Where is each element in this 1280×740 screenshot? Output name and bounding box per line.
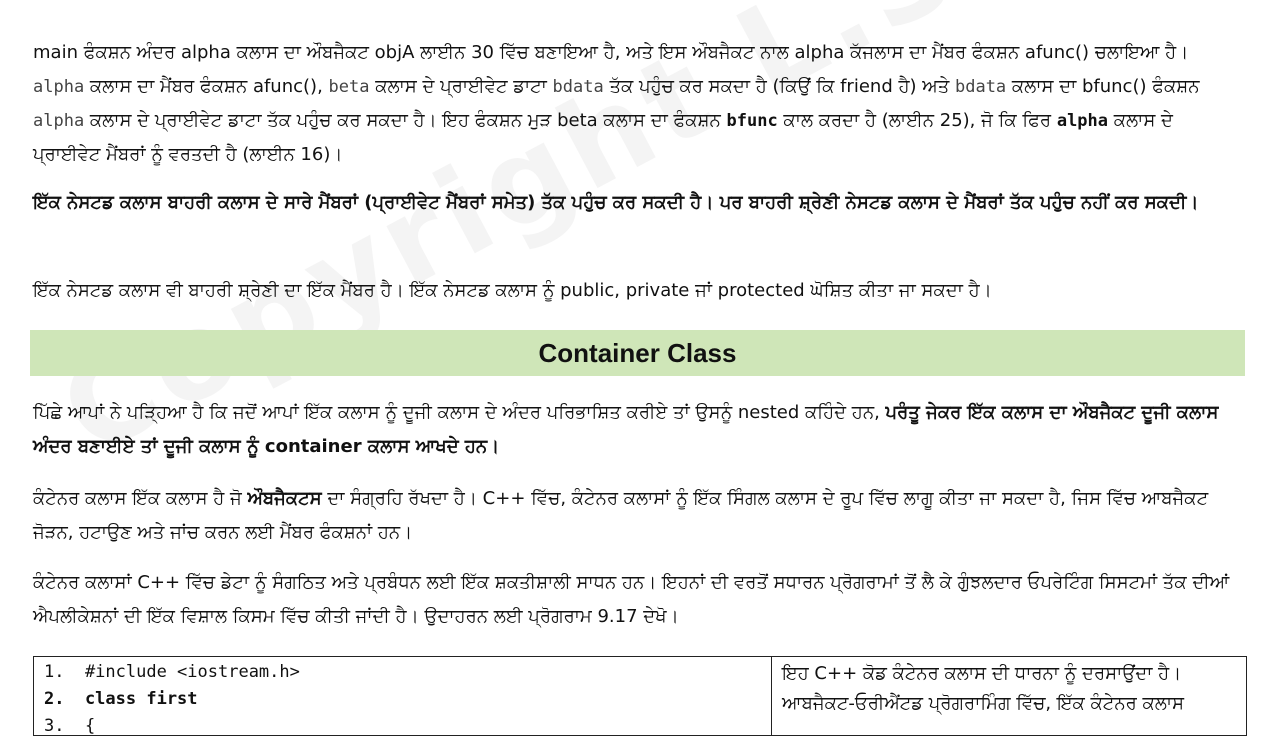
text-run: ਕਲਾਸ ਦੇ ਪ੍ਰਾਈਵੇਟ ਡਾਟਾ ਤੱਕ ਪਹੁੰਚ ਕਰ ਸਕਦਾ ਹੈ। ਇਹ ਫੰਕਸ਼ਨ ਮੁੜ beta ਕਲਾਸ ਦਾ ਫੰਕਸ਼ਨ: [84, 110, 727, 131]
paragraph-nested-access: ਇੱਕ ਨੇਸਟਡ ਕਲਾਸ ਬਾਹਰੀ ਕਲਾਸ ਦੇ ਸਾਰੇ ਮੈਂਬਰਾਂ (ਪ੍ਰਾਈਵੇਟ ਮੈਂਬਰਾਂ ਸਮੇਤ) ਤੱਕ ਪਹੁੰਚ ਕਰ ਸਕਦੀ ਹੈ। ਪਰ ਬਾਹਰੀ ਸ਼੍ਰੇਣੀ ਨੇਸਟਡ ਕਲਾਸ ਦੇ ਮੈਂਬਰਾਂ ਤੱਕ ਪਹੁੰਚ ਨਹੀਂ ਕਰ ਸਕਦੀ।: [33, 192, 1199, 213]
text-run: ਕੰਟੇਨਰ ਕਲਾਸ ਇੱਕ ਕਲਾਸ ਹੈ ਜੋ: [33, 488, 248, 509]
text-run: ਕਲਾਸ ਦੇ ਪ੍ਰਾਈਵੇਟ ਡਾਟਾ: [369, 76, 553, 97]
bold-text-run: ਔਬਜੈਕਟਸ: [247, 488, 322, 509]
paragraph-container-usage: ਕੰਟੇਨਰ ਕਲਾਸਾਂ C++ ਵਿੱਚ ਡੇਟਾ ਨੂੰ ਸੰਗਠਿਤ ਅਤੇ ਪ੍ਰਬੰਧਨ ਲਈ ਇੱਕ ਸ਼ਕਤੀਸ਼ਾਲੀ ਸਾਧਨ ਹਨ। ਇਹਨਾਂ ਦੀ ਵਰਤੋਂ ਸਧਾਰਨ ਪ੍ਰੋਗਰਾਮਾਂ ਤੋਂ ਲੈ ਕੇ ਗੁੰਝਲਦਾਰ ਓਪਰੇਟਿੰਗ ਸਿਸਟਮਾਂ ਤੱਕ ਦੀਆਂ ਐਪਲੀਕੇਸ਼ਨਾਂ ਦੀ ਇੱਕ ਵਿਸ਼ਾਲ ਕਿਸਮ ਵਿੱਚ ਕੀਤੀ ਜਾਂਦੀ ਹੈ। ਉਦਾਹਰਨ ਲਈ ਪ੍ਰੋਗਰਾਮ 9.17 ਦੇਖੋ।: [33, 572, 1230, 627]
section-title: Container Class: [538, 337, 737, 368]
code-line: 2. class first: [44, 689, 198, 709]
bold-text-run: ਪਰੰਤੂ ਜੇਕਰ ਇੱਕ ਕਲਾਸ ਦਾ ਔਬਜੈਕਟ ਦੂਜੀ ਕਲਾਸ ਅੰਦਰ ਬਣਾਈਏ ਤਾਂ ਦੂਜੀ ਕਲਾਸ ਨੂੰ container ਕਲਾਸ ਆਖਦੇ ਹਨ।: [33, 402, 1219, 457]
code-term: alpha: [33, 111, 85, 131]
code-term: beta: [328, 77, 370, 97]
paragraph-friend-functions: [33, 36, 1245, 172]
code-term: bdata: [552, 77, 604, 97]
paragraph-nested-member: ਇੱਕ ਨੇਸਟਡ ਕਲਾਸ ਵੀ ਬਾਹਰੀ ਸ਼੍ਰੇਣੀ ਦਾ ਇੱਕ ਮੈਂਬਰ ਹੈ। ਇੱਕ ਨੇਸਟਡ ਕਲਾਸ ਨੂੰ public, private ਜਾਂ protected ਘੋਸ਼ਿਤ ਕੀਤਾ ਜਾ ਸਕਦਾ ਹੈ।: [33, 280, 992, 301]
code-term: alpha: [33, 77, 85, 97]
text-run: ਕਲਾਸ ਦਾ bfunc() ਫੰਕਸ਼ਨ: [1006, 76, 1200, 97]
paragraph-container-description: [33, 482, 1245, 550]
code-term: bdata: [954, 77, 1007, 97]
paragraph-container-definition: [33, 396, 1245, 464]
text-run: main ਫੰਕਸ਼ਨ ਅੰਦਰ alpha ਕਲਾਸ ਦਾ ਔਬਜੈਕਟ objA ਲਾਈਨ 30 ਵਿੱਚ ਬਣਾਇਆ ਹੈ, ਅਤੇ ਇਸ ਔਬਜੈਕਟ ਨਾਲ alpha ਕੱਜਲਾਸ ਦਾ ਮੈਂਬਰ ਫੰਕਸ਼ਨ afunc() ਚਲਾਇਆ ਹੈ।: [33, 42, 1189, 63]
text-run: ਤੱਕ ਪਹੁੰਚ ਕਰ ਸਕਦਾ ਹੈ (ਕਿਉਂ ਕਿ friend ਹੈ) ਅਤੇ: [603, 76, 955, 97]
code-term: bfunc: [726, 111, 778, 131]
code-line: 1. #include <iostream.h>: [44, 662, 300, 682]
text-run: ਪਿੱਛੇ ਆਪਾਂ ਨੇ ਪੜ੍ਹਿਆ ਹੈ ਕਿ ਜਦੋਂ ਆਪਾਂ ਇੱਕ ਕਲਾਸ ਨੂੰ ਦੂਜੀ ਕਲਾਸ ਦੇ ਅੰਦਰ ਪਰਿਭਾਸ਼ਿਤ ਕਰੀਏ ਤਾਂ ਉਸਨੂੰ nested ਕਹਿੰਦੇ ਹਨ,: [33, 402, 886, 423]
code-listing: [34, 657, 772, 735]
text-run: ਦਾ ਸੰਗ੍ਰਹਿ ਰੱਖਦਾ ਹੈ। C++ ਵਿੱਚ, ਕੰਟੇਨਰ ਕਲਾਸਾਂ ਨੂੰ ਇੱਕ ਸਿੰਗਲ ਕਲਾਸ ਦੇ ਰੂਪ ਵਿੱਚ ਲਾਗੂ ਕੀਤਾ ਜਾ ਸਕਦਾ ਹੈ, ਜਿਸ ਵਿੱਚ ਆਬਜੈਕਟ ਜੋੜਨ, ਹਟਾਉਣ ਅਤੇ ਜਾਂਚ ਕਰਨ ਲਈ ਮੈਂਬਰ ਫੰਕਸ਼ਨਾਂ ਹਨ।: [33, 488, 1209, 543]
section-header: [30, 330, 1245, 376]
code-line: 3. {: [44, 716, 96, 736]
text-run: ਕਾਲ ਕਰਦਾ ਹੈ (ਲਾਈਨ 25), ਜੋ ਕਿ ਫਿਰ: [777, 110, 1057, 131]
code-explanation: ਇਹ C++ ਕੋਡ ਕੰਟੇਨਰ ਕਲਾਸ ਦੀ ਧਾਰਨਾ ਨੂੰ ਦਰਸਾਉਂਦਾ ਹੈ। ਆਬਜੈਕਟ-ਓਰੀਐਂਟਡ ਪ੍ਰੋਗਰਾਮਿੰਗ ਵਿੱਚ, ਇੱਕ ਕੰਟੇਨਰ ਕਲਾਸ: [782, 663, 1185, 714]
program-table: [33, 656, 1247, 736]
text-run: ਕਲਾਸ ਦੇ ਪ੍ਰਾਈਵੇਟ ਮੈਂਬਰਾਂ ਨੂੰ ਵਰਤਦੀ ਹੈ (ਲਾਈਨ 16)।: [33, 110, 1173, 165]
code-term: alpha: [1056, 111, 1109, 131]
text-run: ਕਲਾਸ ਦਾ ਮੈਂਬਰ ਫੰਕਸ਼ਨ afunc(),: [84, 76, 329, 97]
